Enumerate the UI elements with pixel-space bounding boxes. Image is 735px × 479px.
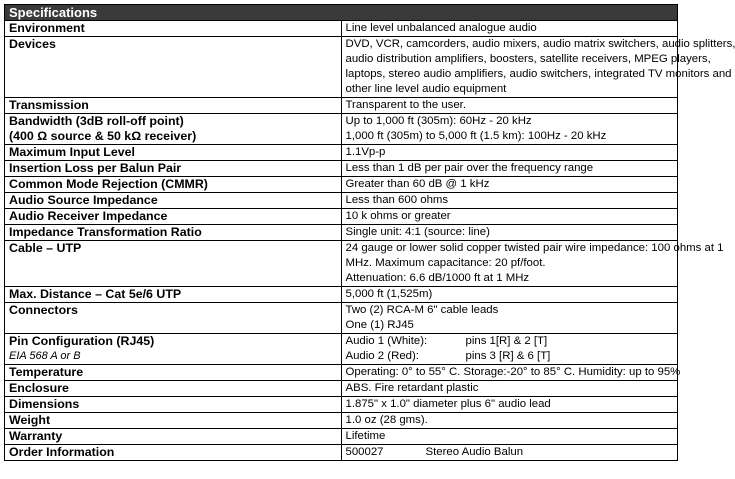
spec-label-text: Temperature: [9, 365, 84, 379]
spec-row: [5, 413, 678, 429]
spec-label-text: Order Information: [9, 445, 115, 459]
spec-row: [5, 161, 678, 177]
spec-label-text: Audio Source Impedance: [9, 193, 158, 207]
spec-label: [5, 381, 342, 397]
spec-value: [341, 193, 678, 209]
spec-label-line: Bandwidth (3dB roll-off point): [9, 114, 184, 128]
spec-label-text: Dimensions: [9, 397, 80, 411]
spec-value-line: 1.0 oz (28 gms).: [345, 414, 428, 426]
pin-config-line: [346, 334, 674, 349]
spec-value: [341, 365, 681, 381]
spec-label: [5, 429, 342, 445]
spec-row: [5, 334, 678, 365]
spec-value-line: 1,000 ft (305m) to 5,000 ft (1.5 km): 100Hz - 20 kHz: [345, 130, 607, 142]
spec-row: [5, 177, 678, 193]
spec-label: [5, 37, 342, 98]
spec-value-line: Up to 1,000 ft (305m): 60Hz - 20 kHz: [345, 115, 532, 127]
spec-row: [5, 397, 678, 413]
spec-label-text: Connectors: [9, 303, 78, 317]
spec-value: [341, 429, 678, 445]
spec-value: [341, 209, 678, 225]
spec-label: [5, 177, 342, 193]
spec-label: [5, 413, 342, 429]
spec-value-line: Attenuation: 6.6 dB/1000 ft at 1 MHz: [345, 272, 530, 284]
spec-value-line: ABS. Fire retardant plastic: [345, 382, 479, 394]
spec-value: [341, 445, 678, 461]
pin-assignment: pins 1[R] & 2 [T]: [465, 335, 548, 347]
spec-label-text: Impedance Transformation Ratio: [9, 225, 202, 239]
specifications-table: [4, 4, 735, 461]
spec-value-line: Transparent to the user.: [345, 99, 467, 111]
spec-value: [341, 37, 735, 98]
spec-value-line: 10 k ohms or greater: [345, 210, 451, 222]
spec-value-line: 5,000 ft (1,525m): [345, 288, 433, 300]
spec-label: [5, 98, 342, 114]
spec-label: [5, 21, 342, 37]
spec-value-line: audio distribution amplifiers, boosters, satellite receivers, MPEG players,: [345, 53, 711, 65]
pin-assignment: pins 3 [R] & 6 [T]: [465, 350, 551, 362]
spec-label: [5, 334, 342, 365]
spec-value-line: Line level unbalanced analogue audio: [345, 22, 537, 34]
spec-row: [5, 429, 678, 445]
spec-label-line: (400 Ω source & 50 kΩ receiver): [9, 129, 197, 143]
spec-value-line: 1.875" x 1.0" diameter plus 6" audio lead: [345, 398, 551, 410]
spec-value: [341, 177, 678, 193]
spec-value: [341, 161, 678, 177]
spec-value: [341, 381, 678, 397]
spec-label-text: Common Mode Rejection (CMMR): [9, 177, 208, 191]
spec-value-line: other line level audio equipment: [345, 83, 507, 95]
spec-value: [341, 241, 724, 287]
spec-value: [341, 225, 678, 241]
spec-label: [5, 114, 342, 145]
spec-value-line: One (1) RJ45: [345, 319, 414, 331]
spec-value: [341, 303, 678, 334]
spec-label-text: Audio Receiver Impedance: [9, 209, 168, 223]
spec-row: [5, 241, 678, 287]
pin-config-line: [346, 349, 674, 364]
pin-channel: Audio 2 (Red):: [345, 350, 419, 362]
spec-value-line: Two (2) RCA-M 6" cable leads: [345, 304, 499, 316]
spec-label: [5, 287, 342, 303]
spec-label-text: Warranty: [9, 429, 63, 443]
spec-value: [341, 413, 678, 429]
spec-rows: [5, 21, 735, 461]
order-line: [346, 445, 674, 460]
spec-label-text: Devices: [9, 37, 56, 51]
pin-channel: Audio 1 (White):: [345, 335, 428, 347]
spec-label: [5, 445, 342, 461]
spec-value-line: DVD, VCR, camcorders, audio mixers, audio matrix switchers, audio splitters,: [345, 38, 735, 50]
spec-value: [341, 145, 678, 161]
header-row: [5, 5, 678, 21]
spec-value-line: Lifetime: [345, 430, 386, 442]
spec-label-text: Pin Configuration (RJ45): [9, 334, 155, 348]
spec-value-line: Less than 1 dB per pair over the frequency range: [345, 162, 594, 174]
spec-label: [5, 193, 342, 209]
spec-value: [341, 287, 678, 303]
spec-row: [5, 445, 678, 461]
spec-value-line: MHz. Maximum capacitance: 20 pf/foot.: [345, 257, 546, 269]
spec-row: [5, 145, 678, 161]
spec-label-text: Enclosure: [9, 381, 69, 395]
spec-value-line: Single unit: 4:1 (source: line): [345, 226, 490, 238]
spec-label: [5, 397, 342, 413]
spec-label-text: Insertion Loss per Balun Pair: [9, 161, 182, 175]
spec-label: [5, 145, 342, 161]
spec-label-text: Weight: [9, 413, 51, 427]
spec-label-text: Max. Distance – Cat 5e/6 UTP: [9, 287, 182, 301]
spec-value: [341, 114, 678, 145]
spec-sublabel: EIA 568 A or B: [9, 350, 81, 362]
spec-row: [5, 209, 678, 225]
spec-label: [5, 303, 342, 334]
spec-label: [5, 161, 342, 177]
spec-label: [5, 241, 342, 287]
spec-row: [5, 98, 678, 114]
spec-value: [341, 21, 678, 37]
order-part-number: 500027: [345, 446, 384, 458]
spec-row: [5, 303, 678, 334]
spec-label-text: Environment: [9, 21, 85, 35]
spec-value-line: Less than 600 ohms: [345, 194, 449, 206]
spec-label-text: Transmission: [9, 98, 89, 112]
spec-row: [5, 193, 678, 209]
spec-value-line: 1.1Vp-p: [345, 146, 386, 158]
spec-value-line: laptops, stereo audio amplifiers, audio switchers, integrated TV monitors and: [345, 68, 732, 80]
spec-label-text: Cable – UTP: [9, 241, 82, 255]
spec-row: [5, 287, 678, 303]
table-title: Specifications: [5, 5, 678, 21]
spec-value: [341, 334, 678, 365]
spec-value: [341, 397, 678, 413]
spec-row: [5, 225, 678, 241]
spec-value-line: Operating: 0° to 55° C. Storage:-20° to 85° C. Humidity: up to 95%: [345, 366, 681, 378]
spec-label: [5, 209, 342, 225]
spec-value: [341, 98, 678, 114]
spec-row: [5, 381, 678, 397]
spec-value-line: Greater than 60 dB @ 1 kHz: [345, 178, 490, 190]
spec-value-line: 24 gauge or lower solid copper twisted pair wire impedance: 100 ohms at 1: [345, 242, 724, 254]
spec-row: [5, 21, 678, 37]
order-product-name: Stereo Audio Balun: [425, 446, 524, 458]
spec-label: [5, 365, 342, 381]
spec-row: [5, 114, 678, 145]
spec-label-text: Maximum Input Level: [9, 145, 135, 159]
spec-row: [5, 37, 678, 98]
spec-row: [5, 365, 678, 381]
spec-label: [5, 225, 342, 241]
